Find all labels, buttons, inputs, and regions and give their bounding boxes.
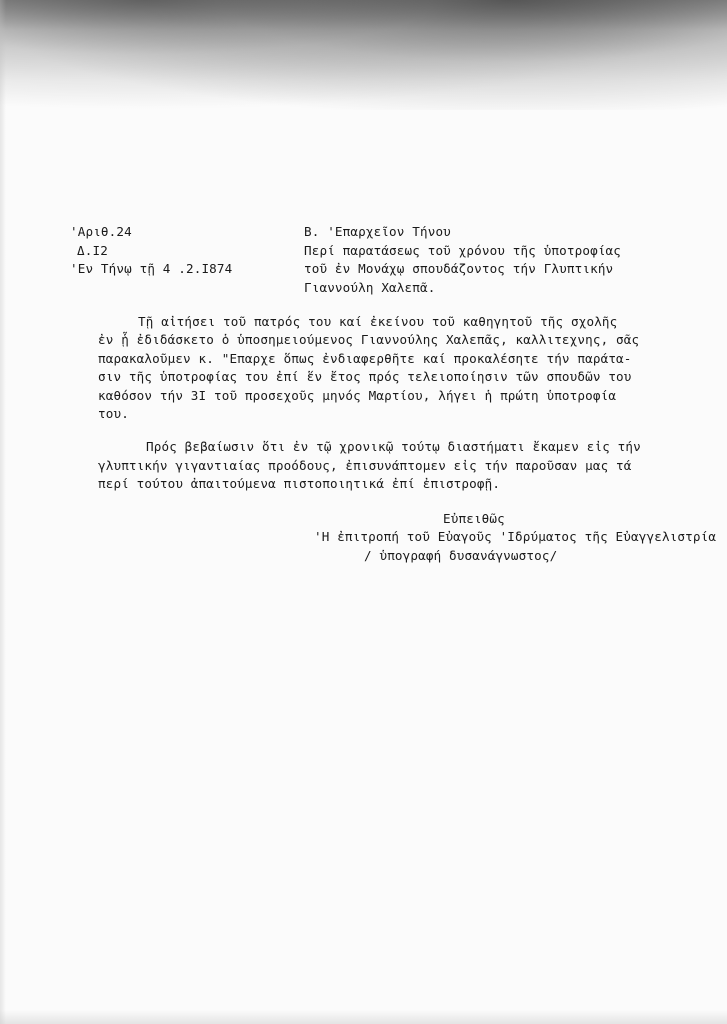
paragraph-2-line: γλυπτικήν γιγαντιαίας προόδους, ἐπισυνάπτομεν εἰς τήν παροῦσαν μας τά [98, 458, 632, 473]
paragraph-1-line: σιν τῆς ὑποτροφίας του ἐπί ἕν ἔτος πρός τελειοποίησιν τῶν σπουδῶν του [98, 369, 632, 384]
scan-smudge [0, 0, 727, 110]
paragraph-2-line: Πρός βεβαίωσιν ὅτι ἐν τῷ χρονικῷ τούτῳ διαστήματι ἔκαμεν εἰς τήν [146, 439, 641, 454]
closing: Εὐπειθῶς [443, 511, 505, 526]
subject-line-3: Γιαννούλη Χαλεπᾶ. [304, 280, 436, 295]
paragraph-1-line: παρακαλοῦμεν κ. "Επαρχε ὅπως ἐνδιαφερθῆτε καί προκαλέσητε τήν παράτα- [98, 351, 632, 366]
scan-edge-bottom [0, 1010, 727, 1024]
paragraph-1-line: του. [98, 406, 129, 421]
paragraph-1-line: καθόσον τήν 3Ι τοῦ προσεχοῦς μηνός Μαρτίου, λήγει ἡ πρώτη ὑποτροφία [98, 388, 617, 403]
scan-edge-left [0, 0, 6, 1024]
reference-number: 'Αριθ.24 [70, 224, 132, 239]
paragraph-1-line: ἐν ᾗ ἐδιδάσκετο ὁ ὑποσημειούμενος Γιαννούλης Χαλεπᾶς, καλλιτεχνης, σᾶς [98, 332, 640, 347]
protocol-number: Δ.Ι2 [77, 243, 108, 258]
paragraph-2-line: περί τούτου ἀπαιτούμενα πιστοποιητικά ἐπί ἐπιστροφῇ. [98, 476, 501, 491]
subject-line-2: τοῦ ἐν Μονάχῳ σπουδάζοντος τήν Γλυπτικήν [304, 261, 614, 276]
paragraph-1-line: Τῇ αἰτήσει τοῦ πατρός του καί ἐκείνου τοῦ καθηγητοῦ τῆς σχολῆς [138, 314, 618, 329]
signature-note: / ὑπογραφή δυσανάγνωστος/ [364, 548, 558, 563]
subject-line-1: Περί παρατάσεως τοῦ χρόνου τῆς ὑποτροφίας [304, 243, 622, 258]
signatory: 'Η ἐπιτροπή τοῦ Εὐαγοῦς 'Ιδρύματος τῆς Εὐαγγελιστρία [314, 529, 717, 544]
place-date: 'Εν Τήνῳ τῇ 4 .2.Ι874 [70, 261, 233, 276]
addressee: Β. 'Επαρχεῖον Τήνου [304, 224, 451, 239]
